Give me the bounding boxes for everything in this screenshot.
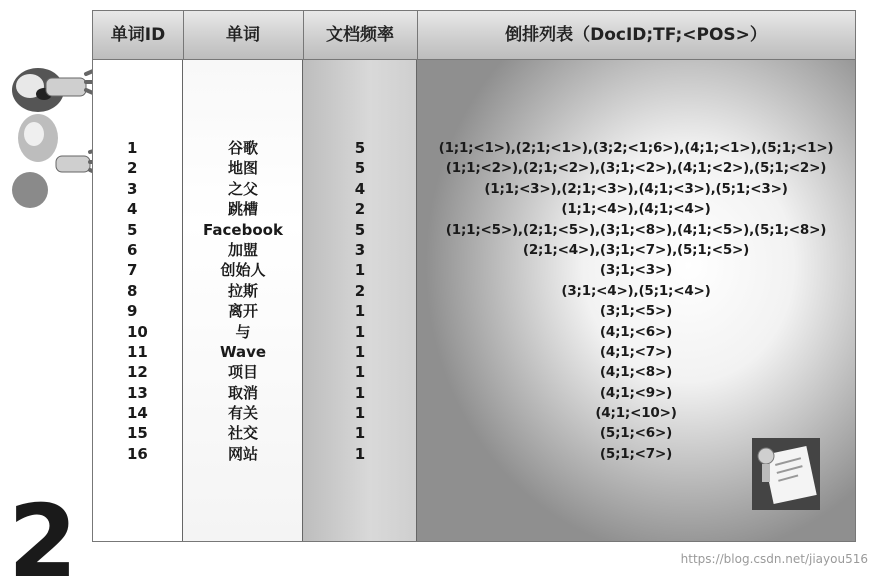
table-row [93,301,855,321]
cell-word-id: 3 [127,179,138,198]
cell-postings: (4;1;<7>) [599,343,673,360]
cell-word-id: 5 [127,220,138,239]
table-body [93,138,855,464]
cell-word: 之父 [227,179,258,198]
table-row [93,199,855,219]
inverted-index-table [92,10,856,542]
header-divider [303,11,304,59]
cell-word: 项目 [227,363,258,382]
cell-word: 加盟 [227,240,258,259]
cell-postings: (4;1;<8>) [599,364,673,381]
cell-doc-freq: 1 [354,322,366,341]
cell-doc-freq: 3 [354,240,366,259]
cell-word: 社交 [227,424,258,443]
table-row [93,322,855,342]
cell-word-id: 7 [127,261,138,280]
cell-postings: (3;1;<5>) [599,303,673,320]
cell-postings: (1;1;<2>),(2;1;<2>),(3;1;<2>),(4;1;<2>),(5;1;<2>) [445,160,827,177]
header-divider [417,11,418,59]
cell-word-id: 4 [127,200,138,219]
cell-postings: (1;1;<3>),(2;1;<3>),(4;1;<3>),(5;1;<3>) [484,180,788,197]
cell-word: 取消 [227,383,258,402]
table-row [93,403,855,423]
cell-word: 拉斯 [227,281,258,300]
table-row [93,240,855,260]
cell-word-id: 9 [127,302,138,321]
numeral-two-graphic [4,490,84,580]
cell-word-id: 6 [127,240,138,259]
table-row [93,220,855,240]
cell-postings: (1;1;<5>),(2;1;<5>),(3;1;<8>),(4;1;<5>),(5;1;<8>) [445,221,827,238]
cell-postings: (1;1;<1>),(2;1;<1>),(3;2;<1;6>),(4;1;<1>),(5;1;<1>) [438,140,834,156]
table-row [93,362,855,382]
table-row [93,179,855,199]
cell-doc-freq: 5 [354,159,366,178]
cell-doc-freq: 2 [354,200,366,219]
header-word: 单词 [226,25,260,45]
cell-word: 离开 [227,302,258,321]
table-row [93,342,855,362]
table-row [93,383,855,403]
cell-doc-freq: 1 [354,383,366,402]
cell-word-id: 2 [127,159,138,178]
cell-doc-freq: 1 [354,261,366,280]
cell-word: 跳槽 [227,200,258,219]
table-row [93,138,855,158]
cell-doc-freq: 1 [354,404,366,423]
cell-doc-freq: 1 [354,342,366,361]
table-row [93,423,855,443]
header-divider [183,11,184,59]
cell-word: 与 [235,322,251,341]
cell-doc-freq: 2 [354,281,366,300]
cell-word: 网站 [227,444,258,463]
cell-word-id: 12 [127,363,148,382]
cell-postings: (4;1;<9>) [599,384,673,401]
header-postings: 倒排列表（DocID;TF;<POS>） [505,25,767,45]
memo-note-icon [752,438,820,510]
cell-word-id: 14 [127,404,148,423]
cell-word-id: 16 [127,444,148,463]
header-word-id: 单词ID [110,25,166,45]
cell-doc-freq: 1 [354,444,366,463]
cell-word-id: 10 [127,322,148,341]
cell-doc-freq: 1 [354,424,366,443]
cell-postings: (4;1;<10>) [595,405,677,422]
cell-postings: (5;1;<7>) [599,445,673,462]
cell-word-id: 1 [127,139,138,157]
cell-word-id: 11 [127,342,148,361]
table-row [93,281,855,301]
numeral-two-text: 2 [8,490,78,580]
cell-word-id: 8 [127,281,138,300]
table-header [93,11,855,60]
cell-postings: (4;1;<6>) [599,323,673,340]
cell-word: 谷歌 [227,139,258,157]
cell-postings: (5;1;<6>) [599,425,673,442]
cell-doc-freq: 4 [354,179,366,198]
cell-doc-freq: 1 [354,363,366,382]
cell-word: 地图 [227,159,258,178]
cell-word-id: 15 [127,424,148,443]
table-row [93,158,855,178]
header-doc-freq: 文档频率 [326,25,394,45]
cell-doc-freq: 5 [354,139,366,157]
cell-word: 有关 [227,404,258,423]
cell-postings: (2;1;<4>),(3;1;<7>),(5;1;<5>) [522,241,750,258]
watermark-url: https://blog.csdn.net/jiayou516 [680,552,868,566]
cell-word-id: 13 [127,383,148,402]
cell-doc-freq: 1 [354,302,366,321]
cell-postings: (3;1;<3>) [599,262,673,279]
table-row [93,444,855,464]
cell-word: Facebook [203,220,283,239]
cell-word: Wave [219,342,267,361]
cell-word: 创始人 [220,261,266,280]
cell-postings: (3;1;<4>),(5;1;<4>) [561,282,711,299]
cell-postings: (1;1;<4>),(4;1;<4>) [561,201,711,218]
cell-doc-freq: 5 [354,220,366,239]
table-row [93,260,855,280]
